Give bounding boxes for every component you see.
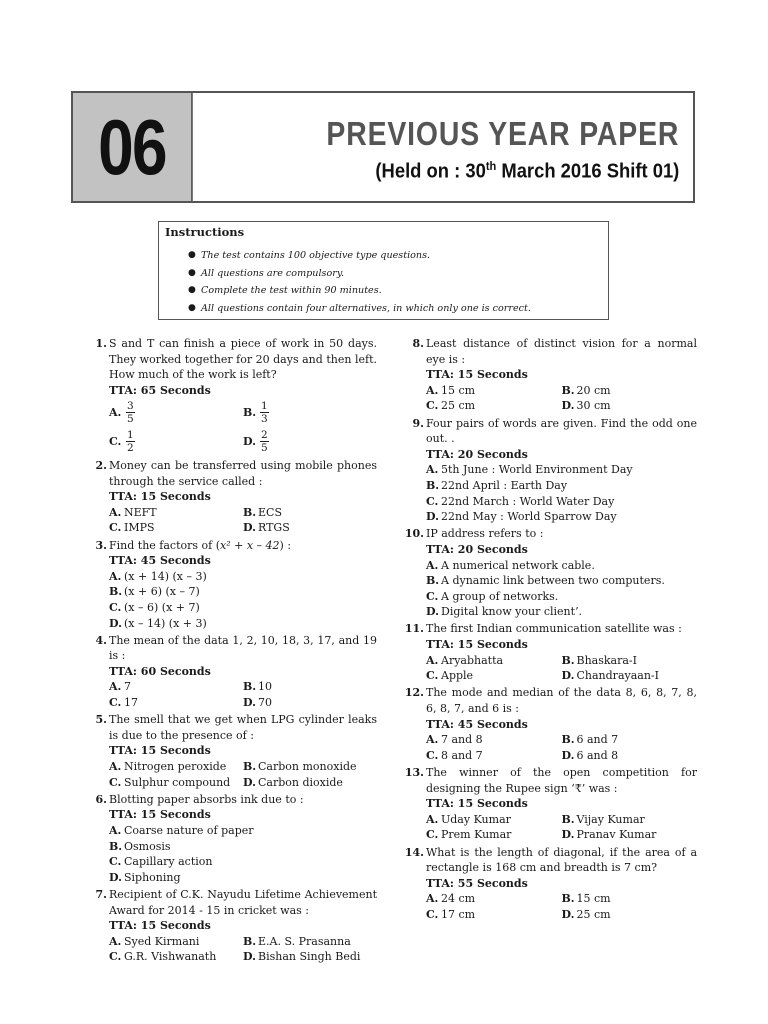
question-text: What is the length of diagonal, if the area of a rectangle is 168 cm and breadth is 7 cm? (426, 845, 697, 875)
option-d: D. Bishan Singh Bedi (243, 950, 361, 964)
tta-label: TTA: 45 Seconds (426, 717, 528, 731)
option-c: C. Prem Kumar (426, 828, 512, 842)
option-a: A. 7 and 8 (426, 733, 483, 747)
instruction-item: ● All questions are compulsory. (165, 265, 602, 283)
question-11: 11. The first Indian communication satellite was : TTA: 15 Seconds A. Aryabhatta B. Bhaskara-I C. Apple D. Chandrayaan-I (404, 621, 697, 683)
option-c: C. $\frac{1}{2}$ (109, 429, 134, 455)
option-b: B. 6 and 7 (561, 733, 619, 747)
right-column (404, 336, 697, 924)
question-2: 2. Money can be transferred using mobile phones through the service called : TTA: 15 Seconds A. NEFT B. ECS C. IMPS D. RTGS (95, 458, 377, 535)
tta-label: TTA: 15 Seconds (109, 744, 211, 758)
instructions-box (158, 221, 609, 320)
option-d: D. Pranav Kumar (561, 828, 657, 842)
fraction: $\frac{1}{2}$ (127, 429, 134, 455)
option-c: C. 8 and 7 (426, 748, 483, 762)
question-text: The smell that we get when LPG cylinder leaks is due to the presence of : (109, 713, 377, 742)
question-8: 8. Least distance of distinct vision for a normal eye is : TTA: 15 Seconds A. 15 cm B. 20 cm C. 25 cm D. 30 cm (412, 337, 697, 413)
page-subtitle: (Held on : 30th March 2016 Shift 01) (375, 159, 679, 183)
question-text: The winner of the open competition for designing the Rupee sign ‘₹’ was : (426, 766, 697, 795)
tta-label: TTA: 65 Seconds (109, 383, 211, 397)
question-9: 9. Four pairs of words are given. Find the odd one out. . TTA: 20 Seconds A. 5th June : World Environment Day B. 22nd April : Earth Day C. 22nd March : World Water Day D. 22nd May : World Sparrow Day (412, 416, 697, 524)
left-column (87, 336, 377, 967)
tta-label: TTA: 15 Seconds (426, 638, 528, 652)
option-b: B. A dynamic link between two computers. (426, 574, 665, 588)
option-c: C. Apple (426, 669, 474, 683)
tta-label: TTA: 60 Seconds (109, 664, 211, 678)
question-text: Recipient of C.K. Nayudu Lifetime Achievement Award for 2014 - 15 in cricket was : (109, 887, 377, 917)
instructions-heading: Instructions (165, 225, 245, 239)
option-b: B. Carbon monoxide (243, 760, 357, 774)
question-3: 3. Find the factors of (x² + x – 42) : TTA: 45 Seconds A. (x + 14) (x – 3) B. (x + 6) (x – 7) C. (x – 6) (x + 7) D. (x – 14) (x + 3) (87, 538, 377, 632)
question-text: Four pairs of words are given. Find the odd one out. . (426, 416, 697, 446)
question-text: Find the factors of (x² + x – 42) : (109, 538, 292, 552)
question-text: IP address refers to : (426, 527, 544, 541)
option-d: D. Siphoning (109, 870, 181, 884)
instruction-item: ● Complete the test within 90 minutes. (165, 282, 602, 300)
tta-label: TTA: 20 Seconds (426, 542, 528, 556)
option-b: B. 15 cm (561, 892, 611, 906)
question-text: Least distance of distinct vision for a normal eye is : (426, 337, 697, 366)
question-5: 5. The smell that we get when LPG cylinder leaks is due to the presence of : TTA: 15 Seconds A. Nitrogen peroxide B. Carbon monoxide C. Sulphur compound D. Carbon dioxide (95, 713, 377, 789)
option-a: A. NEFT (109, 505, 157, 519)
tta-label: TTA: 15 Seconds (426, 797, 528, 811)
tta-label: TTA: 15 Seconds (109, 919, 211, 933)
tta-label: TTA: 45 Seconds (109, 554, 211, 568)
option-b: B. Vijay Kumar (561, 812, 645, 826)
question-text: Money can be transferred using mobile phones through the service called : (109, 458, 377, 488)
option-a: A. Uday Kumar (426, 812, 511, 826)
bullet-icon: ● (188, 267, 196, 278)
instruction-item: ● All questions contain four alternatives, in which only one is correct. (165, 300, 602, 318)
option-b: B. (x + 6) (x – 7) (109, 585, 200, 599)
option-a: A. Coarse nature of paper (109, 824, 254, 837)
option-b: B. 10 (243, 680, 272, 694)
question-14: 14. What is the length of diagonal, if the area of a rectangle is 168 cm and breadth is 7 cm? TTA: 55 Seconds A. 24 cm B. 15 cm C. 17 cm D. 25 cm (404, 845, 697, 921)
chapter-number: 06 (73, 93, 193, 201)
bullet-icon: ● (188, 250, 196, 260)
option-b: B. Bhaskara-I (561, 653, 637, 667)
fraction: $\frac{3}{5}$ (127, 400, 134, 426)
question-6: 6. Blotting paper absorbs ink due to : TTA: 15 Seconds A. Coarse nature of paper B. Osmosis C. Capillary action D. Siphoning (87, 792, 377, 886)
option-a: A. $\frac{3}{5}$ (109, 400, 134, 426)
option-c: C. 17 cm (426, 907, 476, 921)
option-b: B. 20 cm (561, 383, 611, 397)
option-d: D. 30 cm (561, 399, 611, 413)
option-a: A. Nitrogen peroxide (109, 760, 227, 774)
option-b: B. E.A. S. Prasanna (243, 934, 351, 948)
tta-label: TTA: 55 Seconds (426, 876, 528, 890)
question-text: Blotting paper absorbs ink due to : (109, 792, 304, 806)
option-d: D. 22nd May : World Sparrow Day (426, 510, 617, 524)
option-d: D. $\frac{2}{5}$ (243, 429, 268, 455)
question-text: The mean of the data 1, 2, 10, 18, 3, 17, and 19 is : (109, 633, 377, 663)
option-c: C. G.R. Vishwanath (109, 950, 217, 964)
option-b: B. 22nd April : Earth Day (426, 478, 568, 492)
option-a: A. (x + 14) (x – 3) (109, 569, 207, 583)
option-d: D. Digital know your client’. (426, 605, 583, 619)
question-12: 12. The mode and median of the data 8, 6, 8, 7, 8, 6, 8, 7, and 6 is : TTA: 45 Seconds A. 7 and 8 B. 6 and 7 C. 8 and 7 D. 6 and 8 (404, 686, 697, 762)
option-d: D. 70 (243, 696, 272, 710)
option-c: C. 17 (109, 696, 138, 710)
fraction: $\frac{2}{5}$ (261, 429, 268, 455)
option-c: C. Capillary action (109, 855, 213, 869)
bullet-icon: ● (188, 285, 196, 295)
option-c: C. IMPS (109, 521, 155, 535)
question-4: 4. The mean of the data 1, 2, 10, 18, 3, 17, and 19 is : TTA: 60 Seconds A. 7 B. 10 C. 17 D. 70 (95, 633, 377, 710)
tta-label: TTA: 15 Seconds (109, 490, 211, 504)
option-c: C. 25 cm (426, 399, 476, 413)
page-title: PREVIOUS YEAR PAPER (326, 115, 679, 152)
tta-label: TTA: 20 Seconds (426, 447, 528, 461)
option-b: B. ECS (243, 505, 282, 519)
question-text: S and T can finish a piece of work in 50 days. They worked together for 20 days and then left. How much of the work is left? (109, 337, 377, 382)
option-c: C. Sulphur compound (109, 775, 231, 789)
option-b: B. Osmosis (109, 839, 171, 853)
fraction: $\frac{1}{3}$ (261, 400, 268, 426)
option-a: A. 7 (109, 680, 131, 694)
option-d: D. 6 and 8 (561, 748, 619, 762)
option-d: D. (x – 14) (x + 3) (109, 616, 207, 630)
option-d: D. RTGS (243, 521, 290, 535)
instruction-item: ● The test contains 100 objective type questions. (165, 247, 602, 265)
option-a: A. A numerical network cable. (426, 558, 595, 572)
option-c: C. A group of networks. (426, 589, 559, 603)
tta-label: TTA: 15 Seconds (426, 368, 528, 382)
chapter-header (71, 91, 695, 203)
question-7: 7. Recipient of C.K. Nayudu Lifetime Achievement Award for 2014 - 15 in cricket was : TTA: 15 Seconds A. Syed Kirmani B. E.A. S. Prasanna C. G.R. Vishwanath D. Bishan Singh Bedi (95, 887, 377, 964)
option-d: D. Chandrayaan-I (561, 669, 659, 683)
option-b: B. $\frac{1}{3}$ (243, 400, 268, 426)
option-a: A. 24 cm (426, 892, 476, 906)
option-a: A. Aryabhatta (426, 653, 504, 667)
option-c: C. 22nd March : World Water Day (426, 494, 615, 508)
option-a: A. Syed Kirmani (109, 934, 200, 948)
bullet-icon: ● (188, 302, 196, 313)
option-a: A. 15 cm (426, 383, 476, 397)
option-c: C. (x – 6) (x + 7) (109, 600, 200, 614)
question-10: 10. IP address refers to : TTA: 20 Seconds A. A numerical network cable. B. A dynamic link between two computers. C. A group of networks. D. Digital know your client’. (404, 526, 697, 620)
option-d: D. 25 cm (561, 907, 611, 921)
option-a: A. 5th June : World Environment Day (426, 463, 633, 477)
question-1: 1. S and T can finish a piece of work in 50 days. They worked together for 20 days and then left. How much of the work is left? TTA: 65 Seconds A. $\frac{3}{5}$ B. $\frac{1}{3}$ C. $\frac{1}{2}$ D. $\frac{2}{5}$ (95, 337, 377, 455)
option-d: D. Carbon dioxide (243, 775, 343, 789)
question-text: The first Indian communication satellite was : (426, 622, 682, 636)
question-13: 13. The winner of the open competition for designing the Rupee sign ‘₹’ was : TTA: 15 Seconds A. Uday Kumar B. Vijay Kumar C. Prem Kumar D. Pranav Kumar (404, 766, 697, 842)
tta-label: TTA: 15 Seconds (109, 808, 211, 822)
question-text: The mode and median of the data 8, 6, 8, 7, 8, 6, 8, 7, and 6 is : (426, 686, 697, 716)
